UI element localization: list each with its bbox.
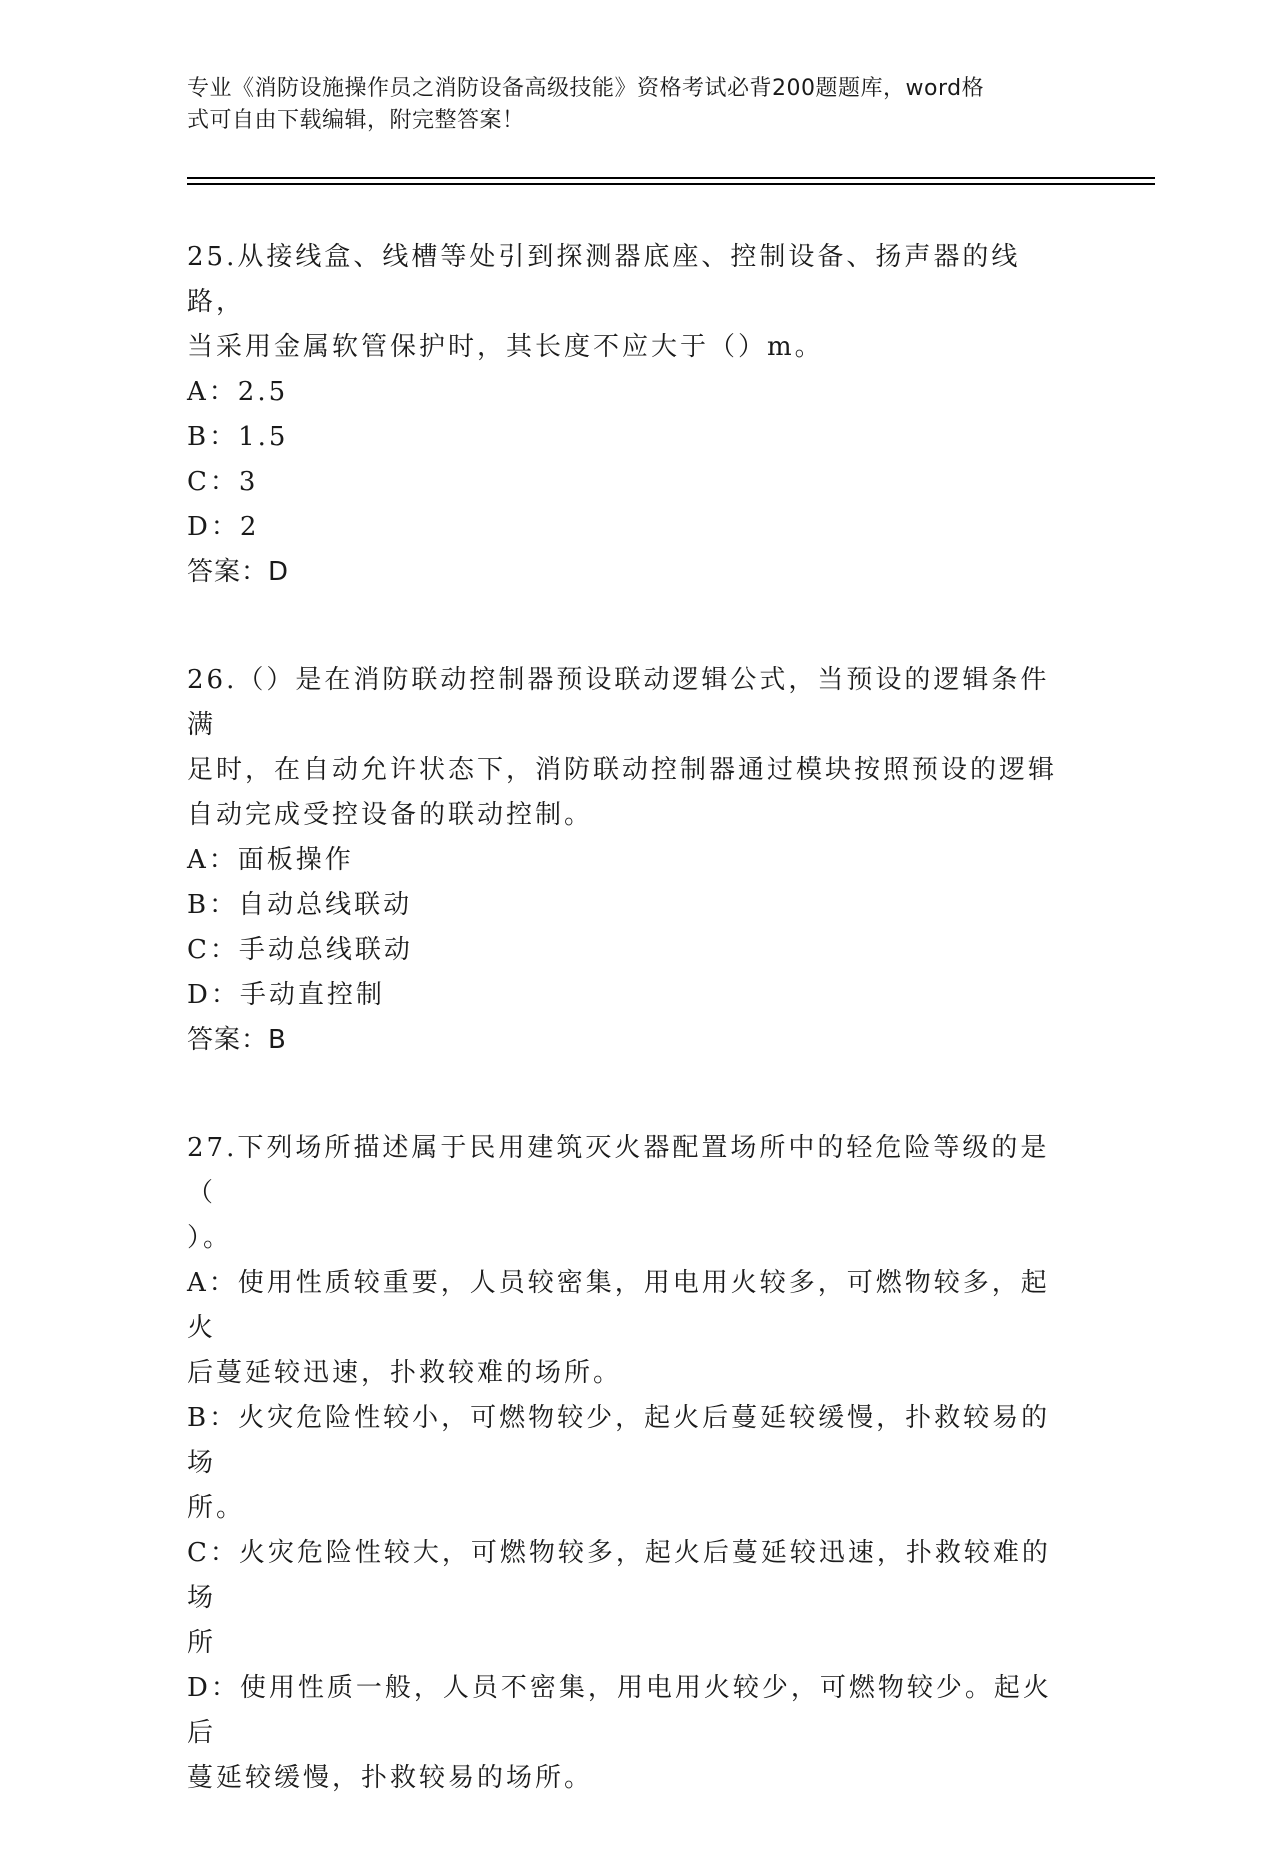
stem-line: 25.从接线盒、线槽等处引到探测器底座、控制设备、扬声器的线路， (187, 242, 1021, 317)
question-stem (187, 1126, 1077, 1261)
stem-line: ）。 (187, 1223, 233, 1253)
option-d: D：2 (187, 512, 260, 542)
option-line: A：使用性质较重要，人员较密集，用电用火较多，可燃物较多，起火 (187, 1268, 1050, 1343)
question-26 (187, 658, 1077, 1063)
option-b (187, 1396, 1077, 1531)
question-stem (187, 658, 1077, 838)
option-line: 所。 (187, 1493, 246, 1523)
stem-line: 26.（）是在消防联动控制器预设联动逻辑公式，当预设的逻辑条件满 (187, 665, 1050, 740)
option-line: C：火灾危险性较大，可燃物较多，起火后蔓延较迅速，扑救较难的场 (187, 1538, 1051, 1613)
option-line: 所 (187, 1628, 217, 1658)
option-a: A：2.5 (187, 377, 289, 407)
option-line: D：使用性质一般，人员不密集，用电用火较少，可燃物较少。起火后 (187, 1673, 1052, 1748)
stem-line: 足时，在自动允许状态下，消防联动控制器通过模块按照预设的逻辑 (187, 755, 1058, 785)
answer: 答案：D (187, 557, 290, 587)
option-line: 蔓延较缓慢，扑救较易的场所。 (187, 1763, 594, 1793)
option-d: D：手动直控制 (187, 980, 385, 1010)
question-list (187, 235, 1077, 1864)
question-27 (187, 1126, 1077, 1801)
header-divider-top (187, 177, 1155, 179)
document-header (187, 73, 1067, 137)
option-c: C：3 (187, 467, 259, 497)
stem-line: 自动完成受控设备的联动控制。 (187, 800, 594, 830)
option-a: A：面板操作 (187, 845, 354, 875)
stem-line: 当采用金属软管保护时，其长度不应大于（）m。 (187, 332, 824, 362)
option-line: 后蔓延较迅速，扑救较难的场所。 (187, 1358, 623, 1388)
option-c (187, 1531, 1077, 1666)
header-line-1: 专业《消防设施操作员之消防设备高级技能》资格考试必背200题题库，word格 (187, 76, 985, 101)
question-stem (187, 235, 1077, 370)
question-25 (187, 235, 1077, 595)
option-line: B：火灾危险性较小，可燃物较少，起火后蔓延较缓慢，扑救较易的场 (187, 1403, 1051, 1478)
answer: 答案：B (187, 1025, 287, 1055)
option-d (187, 1666, 1077, 1801)
stem-line: 27.下列场所描述属于民用建筑灭火器配置场所中的轻危险等级的是（ (187, 1133, 1050, 1208)
header-line-2: 式可自由下载编辑，附完整答案！ (187, 108, 525, 133)
option-c: C：手动总线联动 (187, 935, 413, 965)
option-b: B：自动总线联动 (187, 890, 413, 920)
option-a (187, 1261, 1077, 1396)
header-divider-bottom (187, 183, 1155, 185)
option-b: B：1.5 (187, 422, 289, 452)
